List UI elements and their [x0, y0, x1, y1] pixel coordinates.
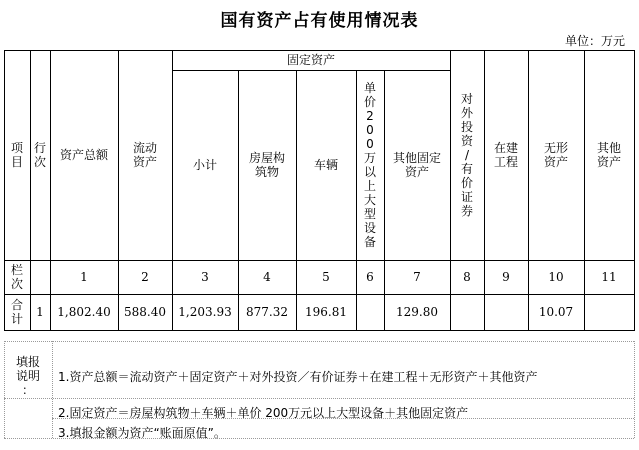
page-title: 国有资产占有使用情况表	[220, 11, 419, 31]
header-total-assets: 资产总额	[59, 148, 108, 162]
column-number-11: 11	[601, 270, 617, 284]
header-item: 项 目	[10, 141, 23, 169]
total-other-assets-cell	[584, 294, 634, 330]
column-number-6: 6	[366, 270, 374, 284]
header-vehicles: 车辆	[313, 158, 338, 172]
header-construction: 在建 工程	[493, 141, 518, 169]
column-number-3: 3	[201, 270, 209, 284]
column-number-4: 4	[263, 270, 271, 284]
header-subtotal: 小计	[192, 158, 217, 172]
header-fixed-assets: 固定资产	[286, 53, 335, 67]
header-investment: 对 外 投 资 / 有 价 证 券	[460, 92, 473, 218]
unit-label: 单位：万元	[564, 34, 625, 48]
header-other-assets: 其他 资产	[596, 141, 621, 169]
column-number-10: 10	[548, 270, 564, 284]
total-intangible-cell: 10.07	[538, 305, 574, 319]
total-construction-cell	[484, 294, 528, 330]
total-investment-cell	[450, 294, 484, 330]
header-other-fixed: 其他固定 资产	[392, 151, 441, 179]
header-intangible: 无形 资产	[543, 141, 568, 169]
note-item-1: 1.资产总额＝流动资产＋固定资产＋对外投资／有价证券＋在建工程＋无形资产＋其他资产	[58, 370, 538, 384]
column-number-8: 8	[463, 270, 471, 284]
header-row-no: 行 次	[33, 141, 46, 169]
total-other-fixed-cell: 129.80	[396, 305, 438, 319]
notes-label: 填报 说明 ：	[15, 355, 40, 397]
header-buildings: 房屋构 筑物	[248, 151, 285, 179]
column-number-1: 1	[80, 270, 88, 284]
column-number-label: 栏 次	[10, 263, 23, 291]
column-number-5: 5	[322, 270, 330, 284]
total-total-assets-cell: 1,802.40	[57, 305, 111, 319]
header-large-equipment: 单 价 2 0 0 万 以 上 大 型 设 备	[363, 81, 376, 249]
column-number-9: 9	[502, 270, 510, 284]
total-label: 合 计	[10, 298, 23, 326]
total-buildings-cell: 877.32	[246, 305, 288, 319]
total-row-no: 1	[36, 305, 44, 319]
column-number-7: 7	[413, 270, 421, 284]
total-current-assets-cell: 588.40	[124, 305, 166, 319]
column-number-2: 2	[141, 270, 149, 284]
total-large-equipment-cell	[356, 294, 384, 330]
total-vehicles-cell: 196.81	[305, 305, 347, 319]
note-item-3: 3.填报金额为资产“账面原值”。	[58, 426, 226, 440]
header-current-assets: 流动 资产	[132, 141, 157, 169]
note-item-2: 2.固定资产＝房屋构筑物＋车辆＋单价 200万元以上大型设备＋其他固定资产	[58, 406, 469, 420]
total-subtotal-cell: 1,203.93	[178, 305, 232, 319]
